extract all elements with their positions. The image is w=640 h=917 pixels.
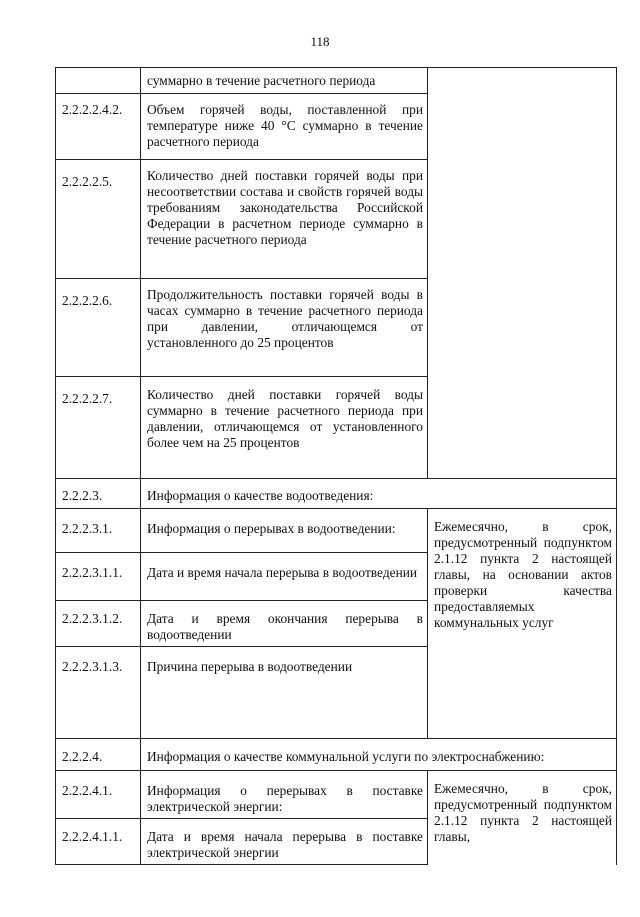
section-heading: Информация о качестве коммунальной услуги по электроснабжению: (141, 739, 617, 771)
row-text: Причина перерыва в водоотведении (141, 647, 428, 739)
row-number: 2.2.2.3.1. (56, 509, 141, 553)
row-number: 2.2.2.3.1.3. (56, 647, 141, 739)
row-number: 2.2.2.4.1.1. (56, 819, 141, 865)
row-number: 2.2.2.3. (56, 479, 141, 509)
row-number (56, 68, 141, 94)
row-text: Информация о перерывах в водоотведении: (141, 509, 428, 553)
row-text: Дата и время начала перерыва в водоотведении (141, 553, 428, 601)
page-number: 118 (310, 34, 330, 49)
table-row (56, 68, 617, 94)
requirements-table (55, 67, 617, 865)
row-text: суммарно в течение расчетного периода (141, 68, 428, 94)
frequency-note: Ежемесячно, в срок, предусмотренный подпунктом 2.1.12 пункта 2 настоящей главы, на основании актов проверки качества предоставляемых коммунальных услуг (428, 509, 617, 739)
table-row (56, 479, 617, 509)
section-heading: Информация о качестве водоотведения: (141, 479, 617, 509)
row-number: 2.2.2.2.5. (56, 160, 141, 279)
row-text: Дата и время окончания перерыва в водоотведении (141, 601, 428, 647)
table-row (56, 771, 617, 819)
table-row (56, 739, 617, 771)
row-text: Дата и время начала перерыва в поставке электрической энергии (141, 819, 428, 865)
table-row (56, 509, 617, 553)
row-number: 2.2.2.3.1.2. (56, 601, 141, 647)
empty-note-cell (428, 68, 617, 479)
row-text: Продолжительность поставки горячей воды в часах суммарно в течение расчетного периода при давлении, отличающемся от установленного до 25 процентов (141, 279, 428, 377)
row-number: 2.2.2.4.1. (56, 771, 141, 819)
row-text: Количество дней поставки горячей воды при несоответствии состава и свойств горячей воды требованиям законодательства Российской Федерации в расчетном периоде суммарно в течение расчетного периода (141, 160, 428, 279)
row-text: Информация о перерывах в поставке электрической энергии: (141, 771, 428, 819)
row-number: 2.2.2.3.1.1. (56, 553, 141, 601)
row-number: 2.2.2.4. (56, 739, 141, 771)
row-number: 2.2.2.2.6. (56, 279, 141, 377)
row-number: 2.2.2.2.4.2. (56, 94, 141, 160)
row-text: Количество дней поставки горячей воды суммарно в течение расчетного периода при давлении, отличающемся от установленного более чем на 25 процентов (141, 377, 428, 479)
frequency-note: Ежемесячно, в срок, предусмотренный подпунктом 2.1.12 пункта 2 настоящей главы, (428, 771, 617, 865)
row-number: 2.2.2.2.7. (56, 377, 141, 479)
row-text: Объем горячей воды, поставленной при температуре ниже 40 °C суммарно в течение расчетного периода (141, 94, 428, 160)
